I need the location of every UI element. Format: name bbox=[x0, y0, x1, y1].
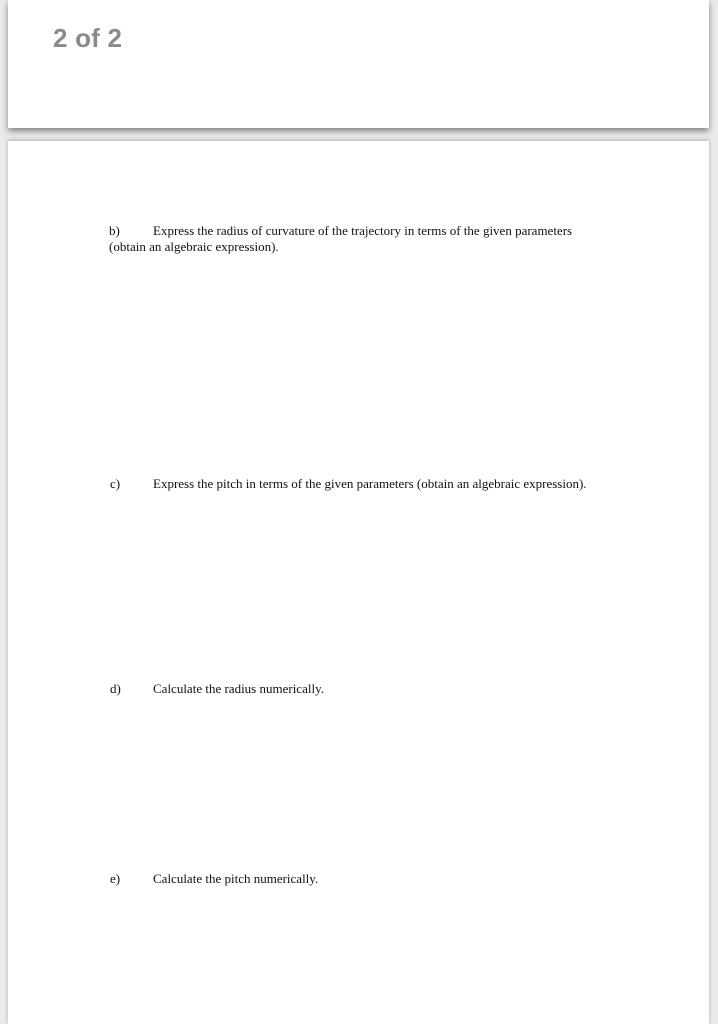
question-d-text: Calculate the radius numerically. bbox=[153, 681, 324, 696]
document-page bbox=[8, 141, 709, 1024]
question-b-text: Express the radius of curvature of the trajectory in terms of the given parameters bbox=[153, 223, 573, 238]
question-c-text: Express the pitch in terms of the given parameters (obtain an algebraic expression). bbox=[153, 476, 587, 491]
page-indicator: 2 of 2 bbox=[53, 23, 123, 53]
question-d-label: d) bbox=[110, 681, 121, 696]
question-e-label: e) bbox=[110, 871, 121, 886]
question-c-label: c) bbox=[110, 476, 121, 491]
question-b-text-continued: (obtain an algebraic expression). bbox=[109, 239, 279, 254]
question-b-label: b) bbox=[109, 223, 120, 238]
question-e-text: Calculate the pitch numerically. bbox=[153, 871, 319, 886]
previous-page bbox=[8, 0, 709, 128]
